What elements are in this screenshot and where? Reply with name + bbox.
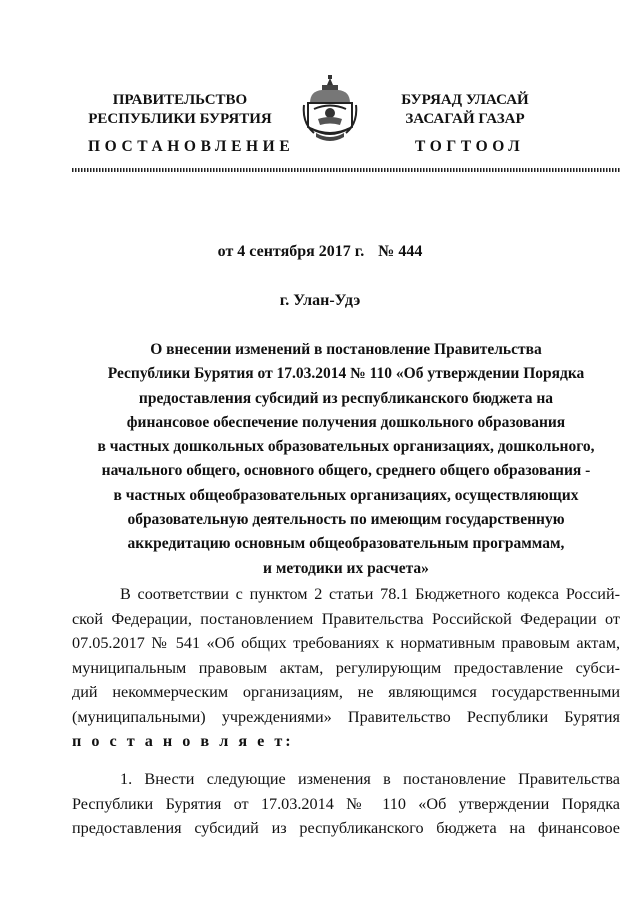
paragraph-line: предоставления субсидий из республиканского бюджета на финансовое	[72, 819, 620, 837]
date-line	[0, 243, 640, 261]
paragraph-line: (муниципальными) учреждениями» Правительство Республики Бурятия	[72, 707, 620, 726]
title-line: предоставления субсидий из республиканского бюджета на	[138, 389, 554, 407]
item-1-paragraph	[72, 767, 620, 841]
title-line: О внесении изменений в постановление Правительства	[150, 341, 542, 358]
government-name-buryat	[385, 91, 545, 129]
title-line: образовательную деятельность по имеющим государственную	[127, 511, 565, 529]
paragraph-line: В соответствии с пунктом 2 статьи 78.1 Бюджетного кодекса Россий-	[120, 585, 620, 603]
document-date: от 4 сентября 2017 г.	[217, 243, 365, 260]
document-number: № 444	[378, 243, 423, 260]
act-type-russian: ПОСТАНОВЛЕНИЕ	[88, 138, 295, 155]
paragraph-line: муниципальным правовым актам, регулирующим предоставление субси-	[72, 658, 620, 677]
title-line: и методики их расчета»	[263, 559, 429, 577]
paragraph-line: 1. Внести следующие изменения в постановление Правительства	[120, 770, 620, 788]
paragraph-line: дий некоммерческим организациям, не являющимся государственными	[72, 683, 620, 701]
title-line: начального общего, основного общего, среднего общего образования -	[101, 462, 591, 480]
title-line: финансовое обеспечение получения дошкольного образования	[126, 413, 566, 431]
preamble-paragraph	[72, 582, 620, 754]
title-line: в частных общеобразовательных организациях, осуществляющих	[113, 486, 579, 504]
gov-name-line2: РЕСПУБЛИКИ БУРЯТИЯ	[88, 111, 272, 127]
header-divider	[72, 168, 620, 172]
title-line: Республики Бурятия от 17.03.2014 № 110 «Об утверждении Порядка	[107, 365, 585, 383]
city: г. Улан-Удэ	[279, 292, 361, 309]
gov-name-buryat-line2: ЗАСАГАЙ ГАЗАР	[405, 111, 525, 127]
document-title	[72, 338, 620, 581]
act-type-buryat: ТОГТООЛ	[415, 138, 525, 155]
title-line: аккредитацию основным общеобразовательным программам,	[127, 535, 565, 553]
gov-name-line1: ПРАВИТЕЛЬСТВО	[112, 92, 248, 108]
paragraph-line: ской Федерации, постановлением Правительства Российской Федерации от	[72, 609, 620, 628]
title-line: в частных дошкольных образовательных организациях, дошкольного,	[97, 438, 595, 456]
government-name-russian	[80, 91, 280, 129]
paragraph-line: Республики Бурятия от 17.03.2014 № 110 «Об утверждении Порядка	[72, 794, 620, 813]
gov-name-buryat-line1: БУРЯАД УЛАСАЙ	[401, 92, 529, 108]
resolves-word: п о с т а н о в л я е т:	[72, 732, 294, 750]
paragraph-line: 07.05.2017 № 541 «Об общих требованиях к нормативным правовым актам,	[72, 634, 620, 652]
coat-of-arms-emblem-icon	[300, 75, 360, 145]
